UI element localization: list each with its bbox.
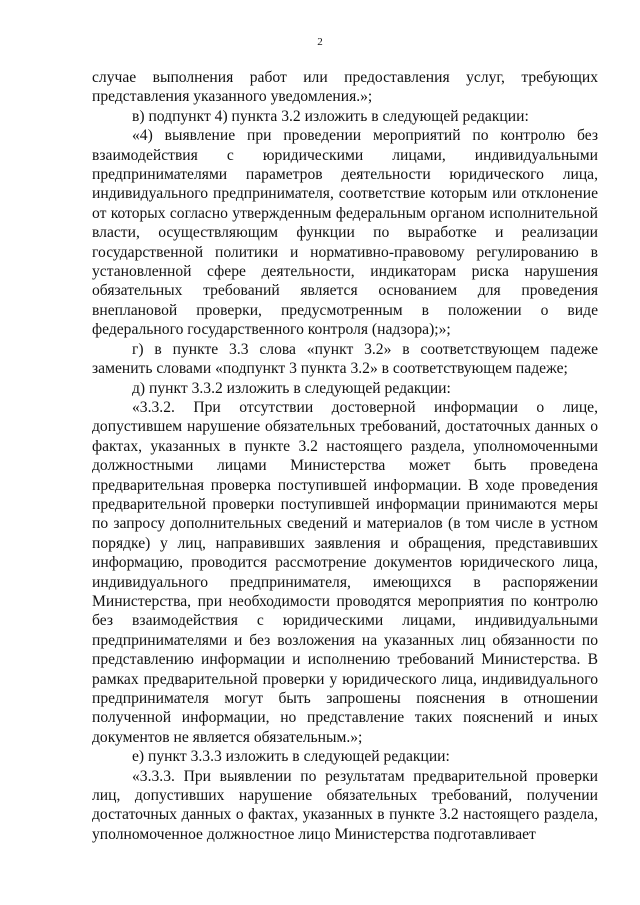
document-body	[92, 68, 598, 844]
paragraph-3-3-2-text: «3.3.2. При отсутствии достоверной информации о лице, допустившем нарушение обязательных требований, достаточных данных о фактах, указанных в пункте 3.2 настоящего раздела, уполномоченными должностными лицами Министерства может быть проведена предварительная проверка поступившей информации. В ходе проведения предварительной проверки поступившей информации принимаются меры по запросу дополнительных сведений и материалов (в том числе в устном порядке) у лиц, направивших заявления и обращения, представивших информацию, проводится рассмотрение документов юридического лица, индивидуального предпринимателя, имеющихся в распоряжении Министерства, при необходимости проводятся мероприятия по контролю без взаимодействия с юридическими лицами, индивидуальными предпринимателями и без возложения на указанных лиц обязанности по представлению информации и исполнению требований Министерства. В рамках предварительной проверки у юридического лица, индивидуального предпринимателя могут быть запрошены пояснения в отношении полученной информации, но представление таких пояснений и иных документов не является обязательным.»;	[92, 398, 598, 746]
paragraph-subitem-4-text: «4) выявление при проведении мероприятий по контролю без взаимодействия с юридическими лицами, индивидуальными предпринимателями параметров деятельности юридического лица, индивидуального предпринимателя, соответствие которым или отклонение от которых согласно утвержденным федеральным органом исполнительной власти, осуществляющим функции по выработке и реализации государственной политики и нормативно-правовому регулированию в установленной сфере деятельности, индикаторам риска нарушения обязательных требований является основанием для проведения внеплановой проверки, предусмотренным в положении о виде федерального государственного контроля (надзора);»;	[92, 127, 598, 339]
paragraph-item-g: г) в пункте 3.3 слова «пункт 3.2» в соответствующем падеже заменить словами «подпункт 3 пункта 3.2» в соответствующем падеже;	[92, 340, 598, 378]
paragraph-item-e: е) пункт 3.3.3 изложить в следующей редакции:	[132, 748, 450, 766]
paragraph-continuation: случае выполнения работ или предоставления услуг, требующих представления указанного уведомления.»;	[92, 69, 598, 106]
paragraph-item-d: д) пункт 3.3.2 изложить в следующей редакции:	[132, 379, 451, 397]
paragraph-3-3-3-text: «3.3.3. При выявлении по результатам предварительной проверки лиц, допустивших нарушение обязательных требований, получении достаточных данных о фактах, указанных в пункте 3.2 настоящего раздела, уполномоченное должностное лицо Министерства подготавливает	[92, 767, 598, 843]
paragraph-item-v: в) подпункт 4) пункта 3.2 изложить в следующей редакции:	[132, 107, 529, 125]
page-number: 2	[317, 36, 323, 48]
